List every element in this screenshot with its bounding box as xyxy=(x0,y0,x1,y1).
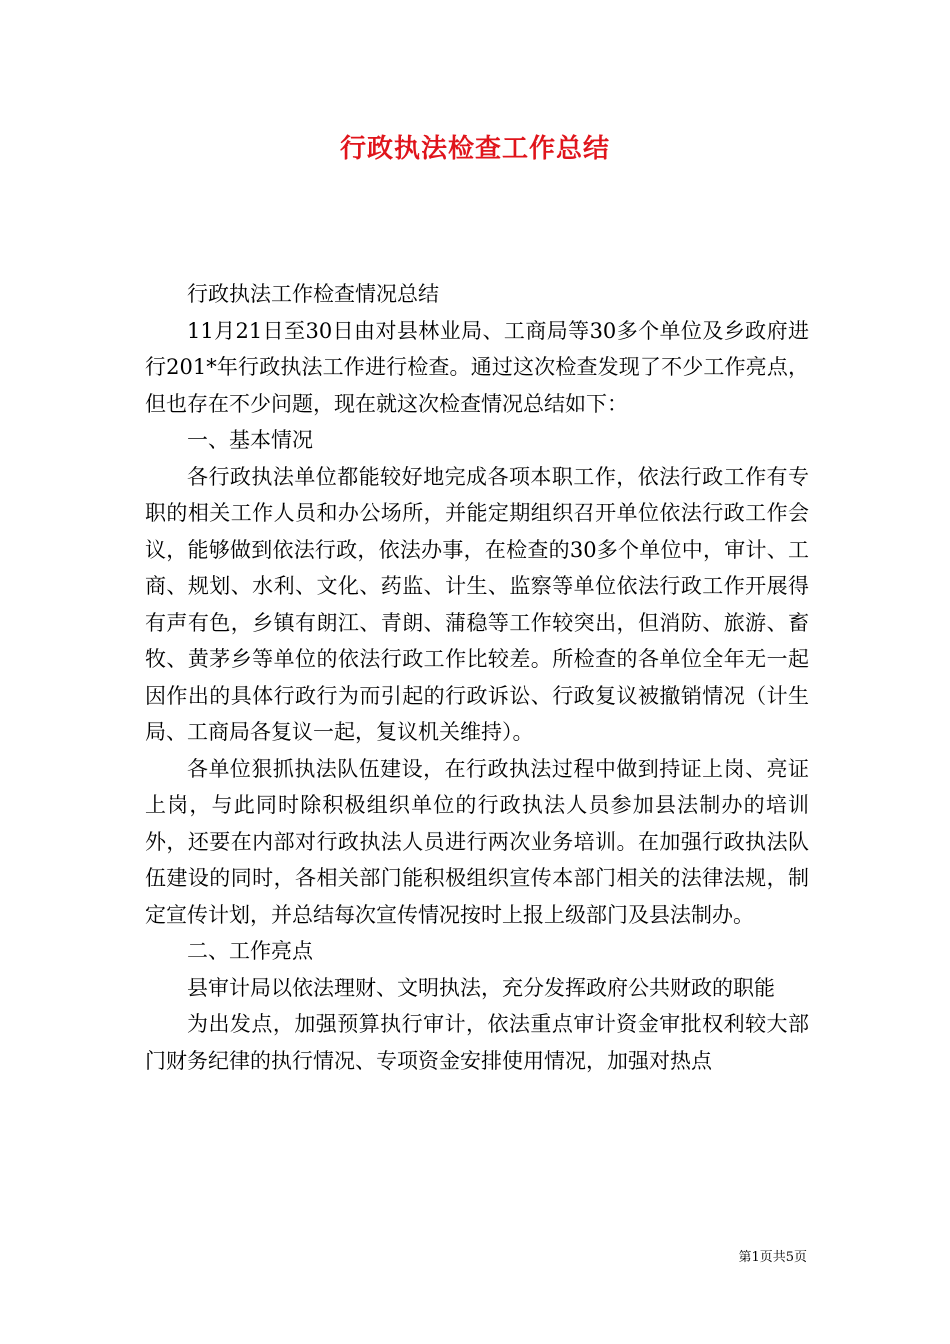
paragraph-audit-bureau: 县审计局以依法理财、文明执法，充分发挥政府公共财政的职能 xyxy=(187,975,775,1000)
paragraph-team-building: 各单位狠抓执法队伍建设，在行政执法过程中做到持证上岗、亮证上岗，与此同时除积极组织单位的行政执法人员参加县法制办的培训外，还要在内部对行政执法人员进行两次业务培训。在加强行政执法队伍建设的同时，各相关部门能积极组织宣传本部门相关的法律法规，制定宣传计划，并总结每次宣传情况按时上报上级部门及县法制办。 xyxy=(145,756,809,927)
section-heading-basic-situation: 一、基本情况 xyxy=(187,428,313,452)
paragraph-subtitle: 行政执法工作检查情况总结 xyxy=(187,282,439,306)
paragraph-intro: 11月21日至30日由对县林业局、工商局等30多个单位及乡政府进行201*年行政执法工作进行检查。通过这次检查发现了不少工作亮点，但也存在不少问题，现在就这次检查情况总结如下： xyxy=(145,318,809,416)
page-number: 第1页共5页 xyxy=(738,1250,807,1265)
paragraph-audit-continued: 为出发点，加强预算执行审计，依法重点审计资金审批权利较大部门财务纪律的执行情况、专项资金安排使用情况，加强对热点 xyxy=(145,1012,809,1073)
paragraph-basic-situation: 各行政执法单位都能较好地完成各项本职工作，依法行政工作有专职的相关工作人员和办公场所，并能定期组织召开单位依法行政工作会议，能够做到依法行政，依法办事，在检查的30多个单位中，审计、工商、规划、水利、文化、药监、计生、监察等单位依法行政工作开展得有声有色，乡镇有朗江、青朗、蒲稳等工作较突出，但消防、旅游、畜牧、黄茅乡等单位的依法行政工作比较差。所检查的各单位全年无一起因作出的具体行政行为而引起的行政诉讼、行政复议被撤销情况（计生局、工商局各复议一起，复议机关维持）。 xyxy=(145,464,809,744)
document-body xyxy=(145,276,809,1079)
section-heading-highlights: 二、工作亮点 xyxy=(187,939,313,963)
document-title: 行政执法检查工作总结 xyxy=(339,134,610,164)
